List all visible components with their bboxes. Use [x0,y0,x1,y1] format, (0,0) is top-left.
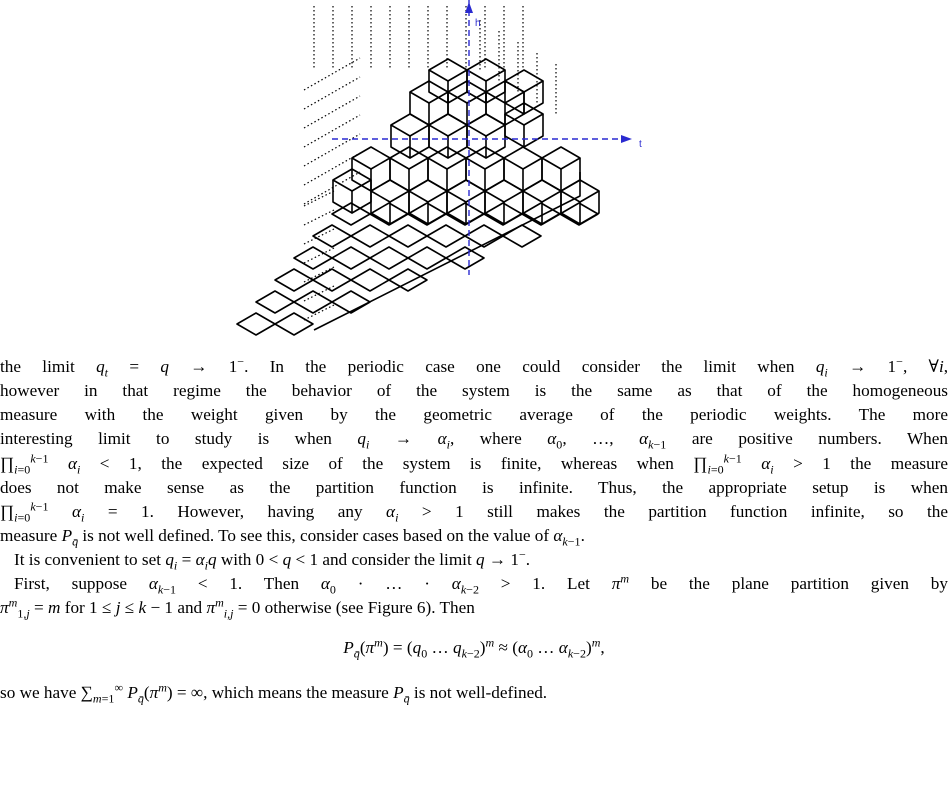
dotted-diagonal-line [304,209,336,225]
cube-top [409,180,447,202]
paragraph-line: so we have $\sum_{m=1}^\infty$ $P_{q̄}(\pi^m)$ = ∞, which means the measure $P_{q̄}$ is not well-defined. [0,680,548,706]
cube-top [523,180,561,202]
floor-rhombus [313,269,351,291]
cube-edges [237,59,599,335]
floor-rhombus [275,313,313,335]
axes [332,0,642,275]
floor-rhombus [332,247,370,269]
cube-top [429,114,467,136]
floor-rhombus [389,225,427,247]
paragraph-line: $\pi^m_{1,j} = m$ for 1 ≤ j ≤ k − 1 and $\pi^m_{i,j} = 0$ otherwise (see Figure 6). Then [0,595,475,621]
dotted-diagonal-line [304,266,336,282]
display-equation: $P_{q̄}(\pi^m) = (q_0$ … $q_{k-2})^m \approx (\alpha_0$ … $\alpha_{k-2})^m$, [343,635,605,661]
cube-top [429,59,467,81]
floor-rhombus [237,313,275,335]
paragraph-line: It is convenient to set $q_i = \alpha_iq$ with 0 < q < 1 and consider the limit q → 1−. [14,547,531,573]
cube-top [467,114,505,136]
paragraph-line: however in that regime the behavior of the system is the same as that of the homogeneous [0,381,948,400]
h-axis-label: h [475,18,481,29]
floor-rhombus [427,225,465,247]
cube-top [467,59,505,81]
floor-rhombus [446,247,484,269]
cube-top [391,114,429,136]
floor-rhombus [503,225,541,247]
floor-rhombus [484,203,522,225]
paragraph-line: measure with the weight given by the geometric average of the periodic weights. The more [0,405,948,424]
paragraph-line: $\prod_{i=0}^{k-1}$ $\alpha_i < 1$, the expected size of the system is finite, whereas when $\prod_{i=0}^{k-1}$ $\alpha_i > 1$ the measure [0,451,948,477]
paragraph-line: interesting limit to study is when $q_i \to \alpha_i$, where $\alpha_0$, …, $\alpha_{k-1}$ are positive numbers. When [0,429,948,452]
t-axis-arrow-icon [621,135,632,143]
floor-rhombus [408,203,446,225]
floor-rhombus [560,203,598,225]
floor-rhombus [389,269,427,291]
cube-top [542,147,580,169]
cube-top [352,147,390,169]
cube-top [504,147,542,169]
paragraph-line: the limit $q_t = q \to 1^-$. In the periodic case one could consider the limit when $q_i \to 1^-$, ∀i, [0,354,948,380]
floor-rhombus [256,291,294,313]
dotted-grid-lines [304,6,556,320]
floor-rhombus [294,291,332,313]
paragraph-line: $\prod_{i=0}^{k-1}$ $\alpha_i = 1$. However, having any $\alpha_i > 1$ still makes the partition function infinite, so the [0,499,948,525]
floor-rhombus [446,203,484,225]
paragraph-line: does not make sense as the partition function is infinite. Thus, the appropriate setup is when [0,478,948,497]
dotted-diagonal-line [304,77,360,109]
floor-rhombus [332,291,370,313]
dotted-diagonal-line [304,304,336,320]
floor-rhombus [370,203,408,225]
paragraph-line: First, suppose $\alpha_{k-1} < 1$. Then $\alpha_0$ · … · $\alpha_{k-2} > 1$. Let $\pi^m$ be the plane partition given by [14,571,948,597]
dotted-diagonal-line [304,115,360,147]
cube-top [447,180,485,202]
cube-top [371,180,409,202]
plane-partition-figure [0,0,948,350]
cube-top [485,180,523,202]
floor-rhombus [294,247,332,269]
dotted-diagonal-line [304,190,336,206]
floor-rhombus [275,269,313,291]
floor-rhombus [351,225,389,247]
t-axis-label: t [639,139,642,150]
floor-rhombus [351,269,389,291]
paragraph-line: measure $P_{q̄}$ is not well defined. To see this, consider cases based on the value of $\alpha_{k-1}$. [0,526,585,549]
dotted-diagonal-line [304,96,360,128]
floor-rhombus [370,247,408,269]
dotted-diagonal-line [304,228,336,244]
